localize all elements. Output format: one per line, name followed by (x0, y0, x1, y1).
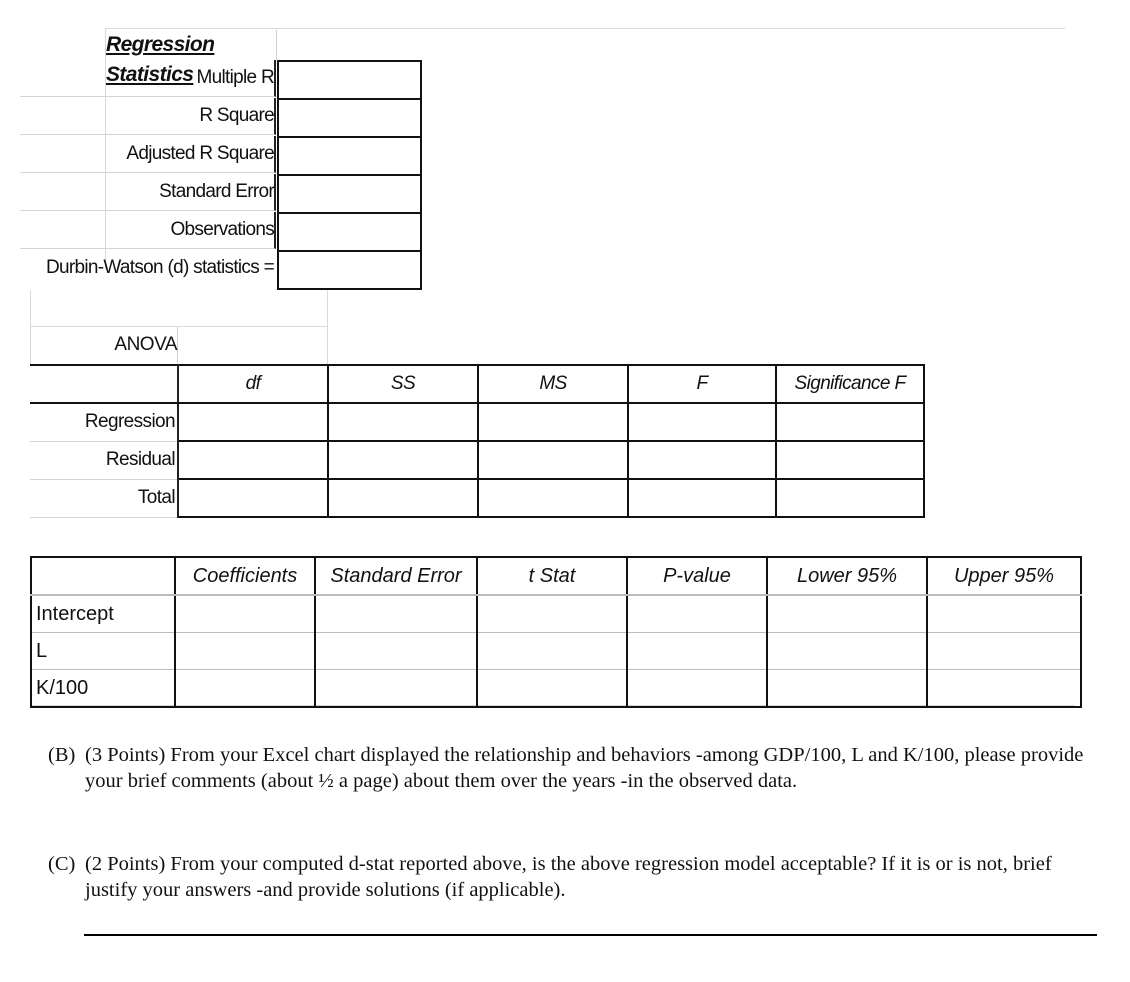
coef-value-cell[interactable] (767, 670, 927, 708)
adjusted-r-square-value-cell[interactable] (277, 136, 422, 176)
anova-row-residual (30, 441, 924, 479)
anova-corner-cell (30, 365, 178, 403)
r-square-value-cell[interactable] (277, 98, 422, 138)
anova-value-cell[interactable] (478, 403, 628, 441)
question-text: (3 Points) From your Excel chart displayed the relationship and behaviors -among GDP/100, L and K/100, please provide your brief comments (about ½ a page) about them over the years -in the observed data. (85, 744, 1084, 792)
anova-row-total (30, 479, 924, 517)
anova-value-cell[interactable] (478, 441, 628, 479)
durbin-watson-value-cell[interactable] (277, 250, 422, 290)
coef-value-cell[interactable] (477, 595, 627, 633)
coef-col-coefficients: Coefficients (175, 557, 315, 595)
anova-value-cell[interactable] (328, 403, 478, 441)
coef-corner-cell (31, 557, 175, 595)
coef-value-cell[interactable] (315, 595, 477, 633)
question-label: (B) (48, 744, 76, 766)
coef-row-label: L (31, 633, 175, 670)
rs-label-adjusted-r-square: Adjusted R Square (20, 136, 276, 173)
coef-row-l (31, 633, 1081, 670)
coef-row-intercept (31, 595, 1081, 633)
anova-col-ms: MS (478, 365, 628, 403)
coef-value-cell[interactable] (477, 633, 627, 670)
anova-value-cell[interactable] (178, 441, 328, 479)
coef-value-cell[interactable] (175, 670, 315, 708)
coef-value-cell[interactable] (315, 670, 477, 708)
anova-value-cell[interactable] (628, 441, 776, 479)
rs-label-observations: Observations (20, 212, 276, 249)
observations-value-cell[interactable] (277, 212, 422, 252)
rs-label-standard-error: Standard Error (20, 174, 276, 211)
anova-value-cell[interactable] (178, 479, 328, 517)
rs-label-r-square: R Square (20, 98, 276, 135)
anova-table (30, 364, 925, 518)
coef-col-lower-95: Lower 95% (767, 557, 927, 595)
coef-row-label: Intercept (31, 595, 175, 633)
question-text: (2 Points) From your computed d-stat reported above, is the above regression model acceptable? If it is or is not, brief justify your answers -and provide solutions (if applicable). (85, 853, 1052, 901)
anova-title: ANOVA (30, 327, 178, 363)
anova-header-row (30, 365, 924, 403)
anova-row-label: Total (30, 479, 178, 517)
anova-value-cell[interactable] (178, 403, 328, 441)
coef-value-cell[interactable] (927, 595, 1081, 633)
coef-row-label: K/100 (31, 670, 175, 708)
coef-value-cell[interactable] (627, 670, 767, 708)
coef-row-k100 (31, 670, 1081, 708)
anova-value-cell[interactable] (776, 403, 924, 441)
anova-value-cell[interactable] (776, 479, 924, 517)
anova-col-significance-f: Significance F (776, 365, 924, 403)
coef-value-cell[interactable] (477, 670, 627, 708)
anova-value-cell[interactable] (628, 479, 776, 517)
question-c (48, 851, 1098, 903)
multiple-r-value-cell[interactable] (277, 60, 422, 100)
coef-value-cell[interactable] (767, 595, 927, 633)
coefficients-table (30, 556, 1082, 708)
coef-col-standard-error: Standard Error (315, 557, 477, 595)
standard-error-value-cell[interactable] (277, 174, 422, 214)
coef-value-cell[interactable] (627, 633, 767, 670)
anova-value-cell[interactable] (628, 403, 776, 441)
coef-value-cell[interactable] (767, 633, 927, 670)
anova-value-cell[interactable] (776, 441, 924, 479)
coef-value-cell[interactable] (175, 633, 315, 670)
anova-row-label: Residual (30, 441, 178, 479)
coef-value-cell[interactable] (927, 633, 1081, 670)
anova-col-df: df (178, 365, 328, 403)
gridline (105, 28, 1065, 29)
coef-value-cell[interactable] (315, 633, 477, 670)
coef-col-t-stat: t Stat (477, 557, 627, 595)
anova-col-ss: SS (328, 365, 478, 403)
answer-line (84, 934, 1097, 936)
anova-row-label: Regression (30, 403, 178, 441)
coef-value-cell[interactable] (175, 595, 315, 633)
question-b (48, 742, 1098, 794)
question-label: (C) (48, 853, 76, 875)
coef-col-p-value: P-value (627, 557, 767, 595)
coef-header-row (31, 557, 1081, 595)
coef-value-cell[interactable] (927, 670, 1081, 708)
coef-value-cell[interactable] (627, 595, 767, 633)
anova-value-cell[interactable] (478, 479, 628, 517)
anova-value-cell[interactable] (328, 441, 478, 479)
anova-row-regression (30, 403, 924, 441)
anova-col-f: F (628, 365, 776, 403)
anova-value-cell[interactable] (328, 479, 478, 517)
rs-label-multiple-r: Multiple R (20, 60, 276, 97)
regression-statistics-title: Regression Statistics (106, 30, 277, 60)
coef-col-upper-95: Upper 95% (927, 557, 1081, 595)
gridline (327, 290, 328, 364)
durbin-watson-label: Durbin-Watson (d) statistics = (45, 257, 274, 278)
